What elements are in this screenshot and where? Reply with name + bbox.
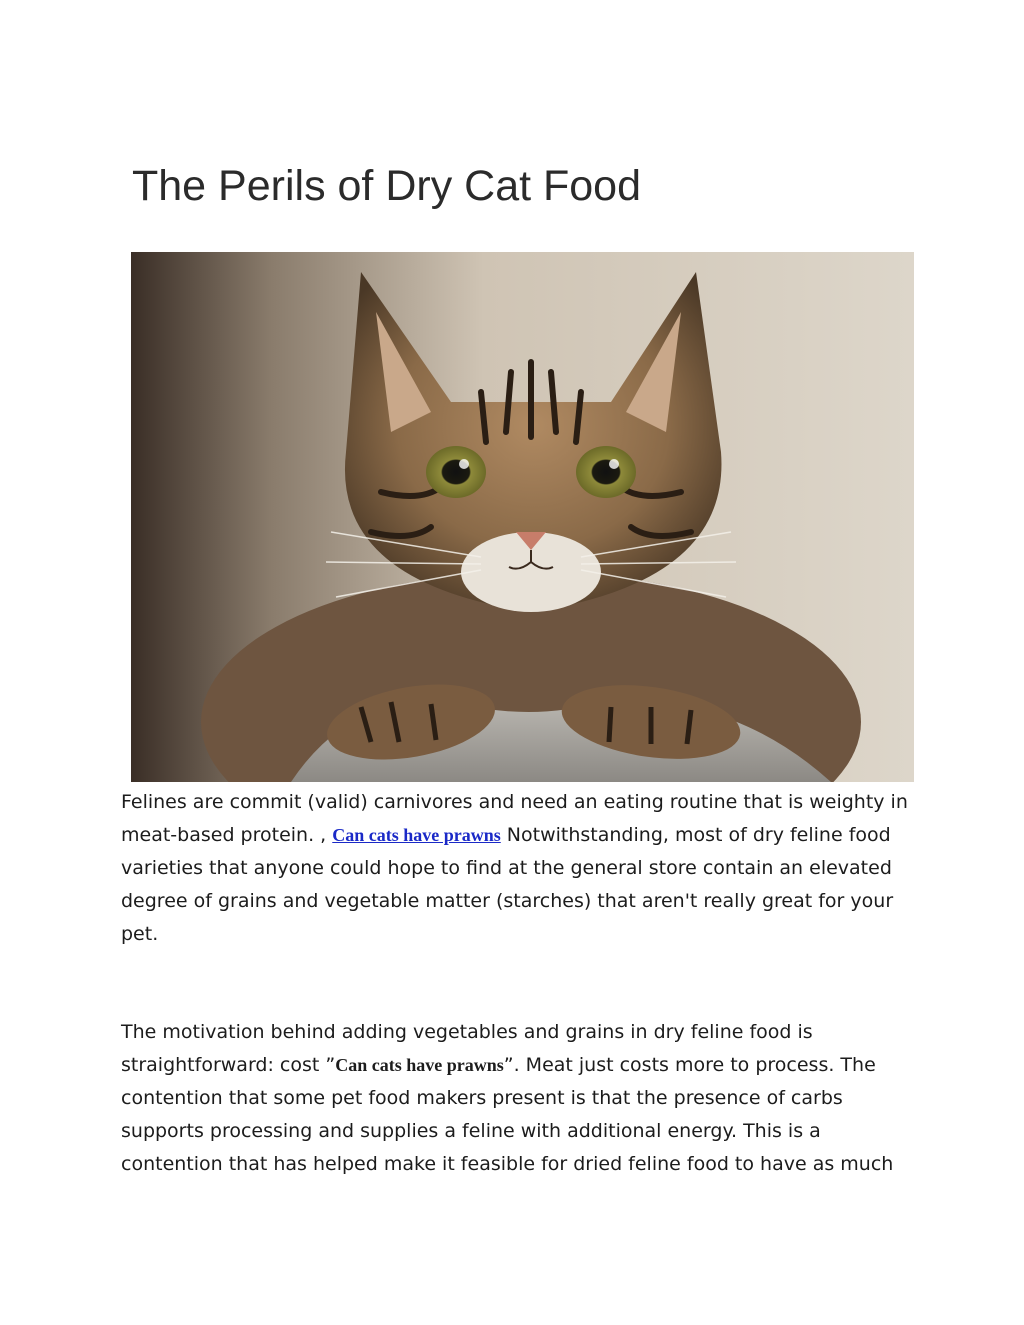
paragraph2-text-after: ”. Meat just costs more to process. The contention that some pet food makers present is that the presence of carbs supports processing and supplies a feline with additional energy. This is a contention that has helped make it feasible for dried feline food to have as much <box>121 1054 894 1175</box>
paragraph1-text-after: Notwithstanding, most of dry feline food varieties that anyone could hope to find at the general store contain an elevated degree of grains and vegetable matter (starches) that aren't really great for your pet. <box>121 824 894 945</box>
can-cats-have-prawns-link[interactable]: Can cats have prawns <box>332 825 501 845</box>
paragraph1-text-before: Felines are commit (valid) carnivores and need an eating routine that is weighty in meat-based protein. , <box>121 791 908 846</box>
paragraph2-text-before: The motivation behind adding vegetables and grains in dry feline food is straightforward: cost ” <box>121 1021 813 1076</box>
page-title: The Perils of Dry Cat Food <box>132 162 642 210</box>
tabby-cat-image <box>131 252 914 782</box>
paragraph2-keyword: Can cats have prawns <box>335 1055 504 1075</box>
motivation-paragraph <box>121 1016 911 1181</box>
cat-photo <box>131 252 914 782</box>
intro-paragraph <box>121 786 911 951</box>
